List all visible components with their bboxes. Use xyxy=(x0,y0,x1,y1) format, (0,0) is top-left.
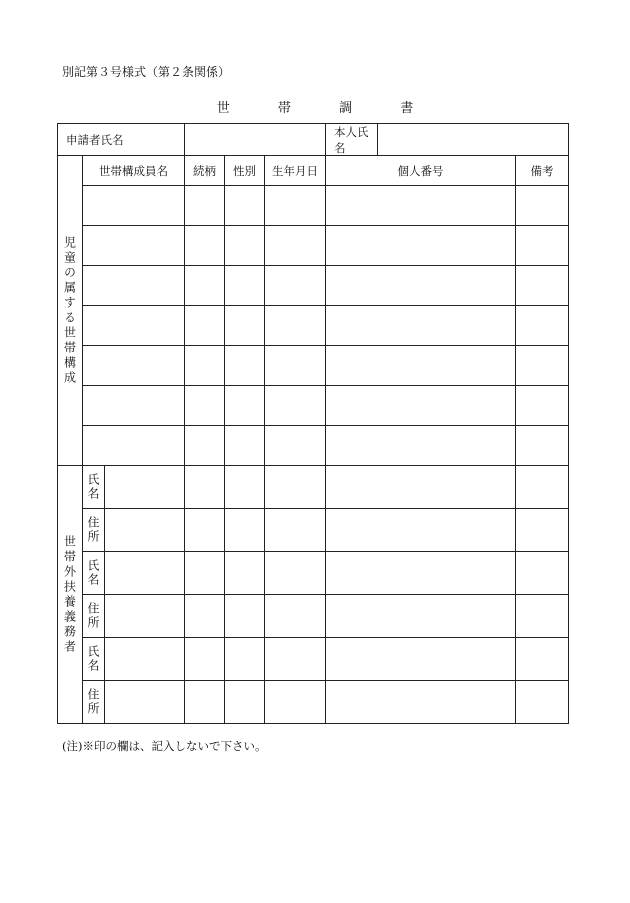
birthdate-field[interactable] xyxy=(265,226,326,266)
supporter-row xyxy=(58,552,569,595)
household-survey-table xyxy=(57,123,569,724)
birthdate-field[interactable] xyxy=(265,638,326,681)
relation-field[interactable] xyxy=(185,552,225,595)
applicant-row xyxy=(58,124,569,156)
supporter-address-label: 住所 xyxy=(83,681,105,724)
member-name-field[interactable] xyxy=(83,306,185,346)
remarks-field[interactable] xyxy=(516,186,569,226)
personal-number-field[interactable] xyxy=(326,595,516,638)
supporter-row xyxy=(58,638,569,681)
remarks-field[interactable] xyxy=(516,306,569,346)
relation-field[interactable] xyxy=(185,466,225,509)
col-sex: 性別 xyxy=(225,156,265,186)
birthdate-field[interactable] xyxy=(265,595,326,638)
col-birthdate: 生年月日 xyxy=(265,156,326,186)
sex-field[interactable] xyxy=(225,595,265,638)
sex-field[interactable] xyxy=(225,186,265,226)
remarks-field[interactable] xyxy=(516,426,569,466)
member-name-field[interactable] xyxy=(83,226,185,266)
remarks-field[interactable] xyxy=(516,595,569,638)
relation-field[interactable] xyxy=(185,266,225,306)
title-char-4: 書 xyxy=(400,101,414,116)
sex-field[interactable] xyxy=(225,466,265,509)
birthdate-field[interactable] xyxy=(265,386,326,426)
relation-field[interactable] xyxy=(185,346,225,386)
remarks-field[interactable] xyxy=(516,226,569,266)
member-name-field[interactable] xyxy=(83,346,185,386)
household-header-row xyxy=(58,156,569,186)
personal-number-field[interactable] xyxy=(326,552,516,595)
personal-number-field[interactable] xyxy=(326,681,516,724)
relation-field[interactable] xyxy=(185,509,225,552)
supporter-address-label: 住所 xyxy=(83,595,105,638)
remarks-field[interactable] xyxy=(516,681,569,724)
footnote: (注)※印の欄は、記入しないで下さい。 xyxy=(62,739,267,753)
sex-field[interactable] xyxy=(225,638,265,681)
sex-field[interactable] xyxy=(225,681,265,724)
birthdate-field[interactable] xyxy=(265,346,326,386)
sex-field[interactable] xyxy=(225,226,265,266)
relation-field[interactable] xyxy=(185,306,225,346)
personal-number-field[interactable] xyxy=(326,426,516,466)
col-remarks: 備考 xyxy=(516,156,569,186)
member-name-field[interactable] xyxy=(83,426,185,466)
household-member-row xyxy=(58,266,569,306)
birthdate-field[interactable] xyxy=(265,306,326,346)
relation-field[interactable] xyxy=(185,681,225,724)
sex-field[interactable] xyxy=(225,509,265,552)
household-member-row xyxy=(58,226,569,266)
personal-number-field[interactable] xyxy=(326,226,516,266)
col-member-name: 世帯構成員名 xyxy=(83,156,185,186)
personal-number-field[interactable] xyxy=(326,346,516,386)
supporter-address-field[interactable] xyxy=(105,681,185,724)
form-number-note: 別記第３号様式（第２条関係） xyxy=(62,65,231,79)
sex-field[interactable] xyxy=(225,306,265,346)
remarks-field[interactable] xyxy=(516,266,569,306)
relation-field[interactable] xyxy=(185,638,225,681)
remarks-field[interactable] xyxy=(516,509,569,552)
relation-field[interactable] xyxy=(185,186,225,226)
supporter-section-label: 世帯外扶養義務者 xyxy=(58,466,83,724)
applicant-name-field[interactable] xyxy=(185,124,326,156)
supporter-row xyxy=(58,466,569,509)
birthdate-field[interactable] xyxy=(265,509,326,552)
sex-field[interactable] xyxy=(225,346,265,386)
remarks-field[interactable] xyxy=(516,552,569,595)
supporter-row xyxy=(58,681,569,724)
birthdate-field[interactable] xyxy=(265,266,326,306)
household-member-row xyxy=(58,426,569,466)
applicant-name-label: 申請者氏名 xyxy=(58,124,185,156)
supporter-address-label: 住所 xyxy=(83,509,105,552)
birthdate-field[interactable] xyxy=(265,426,326,466)
self-name-label: 本人氏名 xyxy=(326,124,378,155)
supporter-address-field[interactable] xyxy=(105,595,185,638)
household-member-row xyxy=(58,346,569,386)
member-name-field[interactable] xyxy=(83,266,185,306)
document-title xyxy=(0,97,630,116)
relation-field[interactable] xyxy=(185,595,225,638)
personal-number-field[interactable] xyxy=(326,306,516,346)
supporter-name-label: 氏名 xyxy=(83,638,105,681)
relation-field[interactable] xyxy=(185,226,225,266)
birthdate-field[interactable] xyxy=(265,186,326,226)
personal-number-field[interactable] xyxy=(326,386,516,426)
remarks-field[interactable] xyxy=(516,638,569,681)
personal-number-field[interactable] xyxy=(326,638,516,681)
household-member-row xyxy=(58,386,569,426)
supporter-name-label: 氏名 xyxy=(83,466,105,509)
supporter-name-field[interactable] xyxy=(105,638,185,681)
title-char-2: 帯 xyxy=(277,101,291,116)
relation-field[interactable] xyxy=(185,386,225,426)
supporter-row xyxy=(58,595,569,638)
sex-field[interactable] xyxy=(225,552,265,595)
remarks-field[interactable] xyxy=(516,466,569,509)
self-name-field[interactable] xyxy=(378,124,568,155)
supporter-name-label: 氏名 xyxy=(83,552,105,595)
title-char-3: 調 xyxy=(339,101,353,116)
remarks-field[interactable] xyxy=(516,346,569,386)
birthdate-field[interactable] xyxy=(265,552,326,595)
title-char-1: 世 xyxy=(216,101,230,116)
supporter-row xyxy=(58,509,569,552)
supporter-address-field[interactable] xyxy=(105,509,185,552)
personal-number-field[interactable] xyxy=(326,509,516,552)
sex-field[interactable] xyxy=(225,426,265,466)
remarks-field[interactable] xyxy=(516,386,569,426)
sex-field[interactable] xyxy=(225,266,265,306)
member-name-field[interactable] xyxy=(83,186,185,226)
sex-field[interactable] xyxy=(225,386,265,426)
personal-number-field[interactable] xyxy=(326,186,516,226)
col-relation: 続柄 xyxy=(185,156,225,186)
member-name-field[interactable] xyxy=(83,386,185,426)
personal-number-field[interactable] xyxy=(326,466,516,509)
household-section-label: 児童の属する世帯構成 xyxy=(58,156,83,466)
col-personal-number: 個人番号 xyxy=(326,156,516,186)
birthdate-field[interactable] xyxy=(265,466,326,509)
relation-field[interactable] xyxy=(185,426,225,466)
supporter-name-field[interactable] xyxy=(105,466,185,509)
personal-number-field[interactable] xyxy=(326,266,516,306)
household-member-row xyxy=(58,186,569,226)
household-member-row xyxy=(58,306,569,346)
birthdate-field[interactable] xyxy=(265,681,326,724)
supporter-name-field[interactable] xyxy=(105,552,185,595)
